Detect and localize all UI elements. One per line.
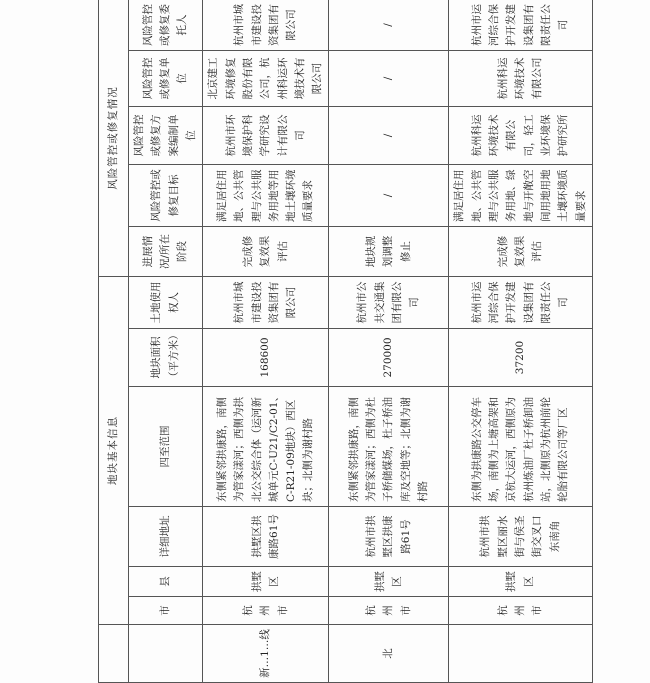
site-name-cell: 北 <box>329 625 449 683</box>
col-header-boundary: 四至范围 <box>129 387 203 507</box>
col-header-area: 地块面积（平方米） <box>129 329 203 387</box>
land-user-cell: 杭州市运河综合保护开发建设集团有限责任公司 <box>449 277 593 329</box>
address-cell: 杭州市拱墅区拱康路61号 <box>329 507 449 567</box>
col-header-target: 风险管控或修复目标 <box>129 165 203 227</box>
boundary-cell: 东侧为拱康路公交停车场，南侧为上塘高架和京杭大运河，西侧原为杭州炼油厂杜子桥卸油站，北侧原为杭州前轮轮胎有限公司等厂区 <box>449 387 593 507</box>
boundary-cell: 东侧紧邻拱康路，南侧为管家漾河；西侧为杜子桥储煤场，杜子桥油库及空地等；北侧为谢村路 <box>329 387 449 507</box>
table-row <box>203 0 329 683</box>
city-cell: 杭州市 <box>449 597 593 625</box>
blank-corner <box>99 625 129 683</box>
target-cell: / <box>329 165 449 227</box>
col-header-0 <box>129 625 203 683</box>
remediation-unit-cell: 杭州科运环境技术有限公司 <box>449 51 593 107</box>
area-cell: 270000 <box>329 329 449 387</box>
target-cell: 满足居住用地、公共管理与公共服务用地等用地土壤环境质量要求 <box>203 165 329 227</box>
col-header-county: 县 <box>129 567 203 597</box>
client-cell: 杭州市城市建设投资集团有限公司 <box>203 0 329 51</box>
site-name-cell: 新…1…线 <box>203 625 329 683</box>
area-cell: 168600 <box>203 329 329 387</box>
plan-unit-cell: 杭州市环境保护科学研究设计有限公司 <box>203 107 329 165</box>
boundary-cell: 东侧紧邻拱康路，南侧为管家漾河；西侧为拱北公交综合体（运河新城单元C-U21/C2-01、C-R21-09地块）西区块；北侧为谢村路 <box>203 387 329 507</box>
section-remediation: 风险管控或修复情况 <box>99 0 129 277</box>
col-header-land-user: 土地使用权人 <box>129 277 203 329</box>
table-row <box>449 0 593 683</box>
plan-unit-cell: / <box>329 107 449 165</box>
address-cell: 拱墅区拱康路61号 <box>203 507 329 567</box>
target-cell: 满足居住用地、公共管理与公共服务用地、绿地与开敞空间用地用地土壤环境质量要求 <box>449 165 593 227</box>
address-cell: 杭州市拱墅区丽水街与侯圣街交叉口东南角 <box>449 507 593 567</box>
plan-unit-cell: 杭州科运环境技术有限公司，轻工业环境保护研究所 <box>449 107 593 165</box>
section-basic-info: 地块基本信息 <box>99 277 129 625</box>
progress-cell: 地块规划调整修止 <box>329 227 449 277</box>
col-header-progress: 进展情况/所在阶段 <box>129 227 203 277</box>
remediation-unit-cell: 北京建工环境修复股份有限公司，杭州科运环境技术有限公司 <box>203 51 329 107</box>
city-cell: 杭州市 <box>329 597 449 625</box>
site-name-cell <box>449 625 593 683</box>
client-cell: / <box>329 0 449 51</box>
city-cell: 杭州市 <box>203 597 329 625</box>
land-user-cell: 杭州市公共交通集团有限公司 <box>329 277 449 329</box>
col-header-city: 市 <box>129 597 203 625</box>
county-cell: 拱墅区 <box>329 567 449 597</box>
table-row <box>329 0 449 683</box>
remediation-unit-cell: / <box>329 51 449 107</box>
land-user-cell: 杭州市城市建设投资集团有限公司 <box>203 277 329 329</box>
area-cell: 37200 <box>449 329 593 387</box>
contaminated-site-table <box>98 0 593 683</box>
progress-cell: 完成修复效果评估 <box>203 227 329 277</box>
col-header-address: 详细地址 <box>129 507 203 567</box>
client-cell: 杭州市运河综合保护开发建设集团有限责任公司 <box>449 0 593 51</box>
county-cell: 拱墅区 <box>203 567 329 597</box>
county-cell: 拱墅区 <box>449 567 593 597</box>
col-header-client: 风险管控或修复委托人 <box>129 0 203 51</box>
progress-cell: 完成修复效果评估 <box>449 227 593 277</box>
rotated-table-page <box>98 0 587 683</box>
col-header-remediation-unit: 风险管控或修复单位 <box>129 51 203 107</box>
col-header-plan-unit: 风险管控或修复方案编制单位 <box>129 107 203 165</box>
